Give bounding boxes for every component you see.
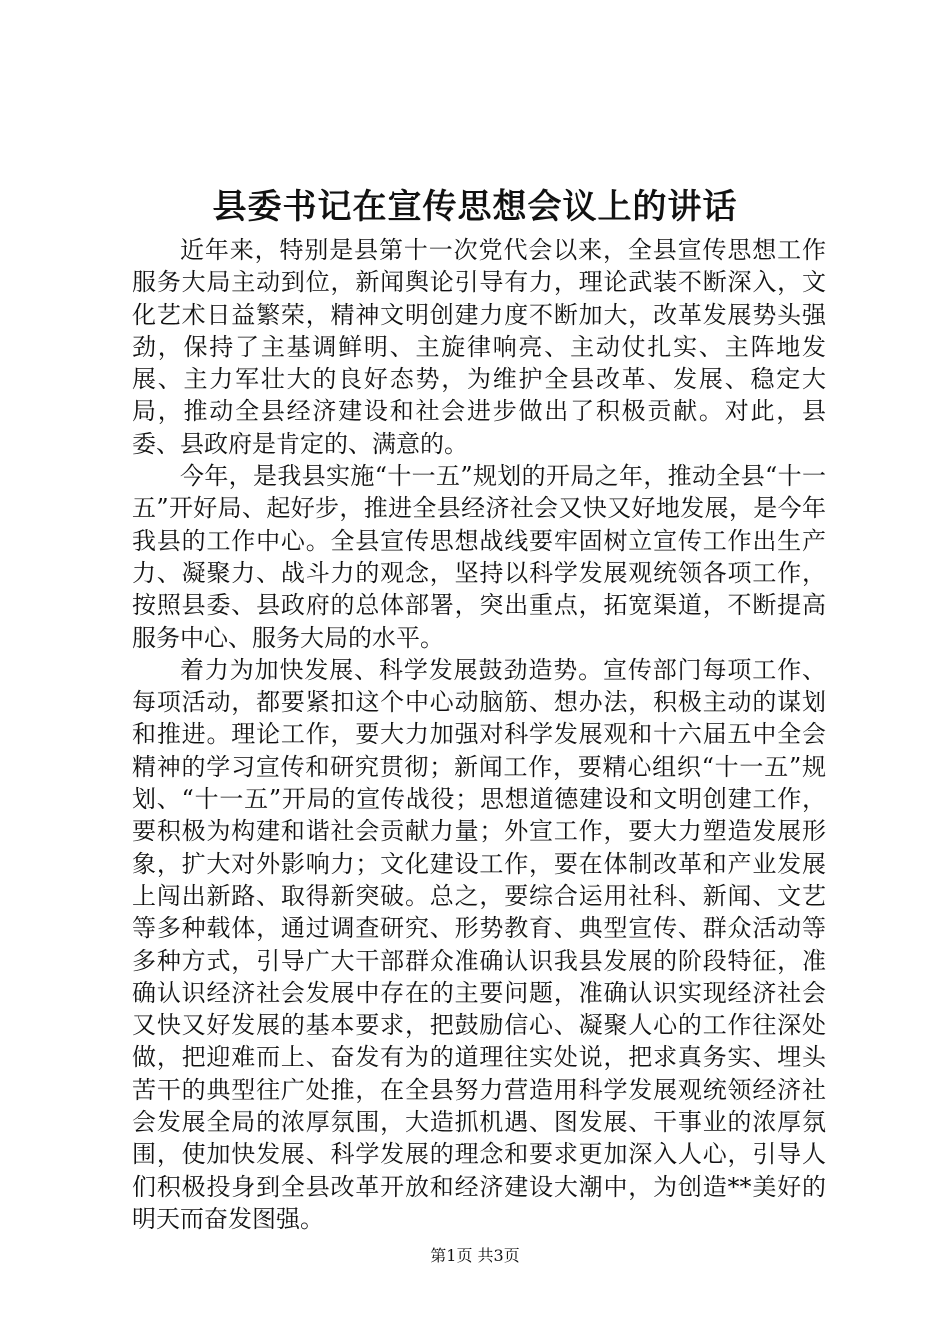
page-number-label: 第1页 共3页 [430, 1246, 520, 1265]
paragraph: 近年来，特别是县第十一次党代会以来，全县宣传思想工作服务大局主动到位，新闻舆论引导有力，理论武装不断深入，文化艺术日益繁荣，精神文明创建力度不断加大，改革发展势头强劲，保持了主基调鲜明、主旋律响亮、主动仗扎实、主阵地发展、主力军壮大的良好态势，为维护全县改革、发展、稳定大局，推动全县经济建设和社会进步做出了积极贡献。对此，县委、县政府是肯定的、满意的。 [132, 236, 826, 458]
paragraph: 今年，是我县实施“十一五”规划的开局之年，推动全县“十一五”开好局、起好步，推进全县经济社会又快又好地发展，是今年我县的工作中心。全县宣传思想战线要牢固树立宣传工作出生产力、凝聚力、战斗力的观念，坚持以科学发展观统领各项工作，按照县委、县政府的总体部署，突出重点，拓宽渠道，不断提高服务中心、服务大局的水平。 [132, 462, 826, 652]
page-footer [0, 1244, 950, 1268]
document-title: 县委书记在宣传思想会议上的讲话 [212, 187, 738, 227]
paragraph: 着力为加快发展、科学发展鼓劲造势。宣传部门每项工作、每项活动，都要紧扣这个中心动脑筋、想办法，积极主动的谋划和推进。理论工作，要大力加强对科学发展观和十六届五中全会精神的学习宣传和研究贯彻；新闻工作，要精心组织“十一五”规划、“十一五”开局的宣传战役；思想道德建设和文明创建工作，要积极为构建和谐社会贡献力量；外宣工作，要大力塑造发展形象，扩大对外影响力；文化建设工作，要在体制改革和产业发展上闯出新路、取得新突破。总之，要综合运用社科、新闻、文艺等多种载体，通过调查研究、形势教育、典型宣传、群众活动等多种方式，引导广大干部群众准确认识我县发展的阶段特征，准确认识经济社会发展中存在的主要问题，准确认识实现经济社会又快又好发展的基本要求，把鼓励信心、凝聚人心的工作往深处做，把迎难而上、奋发有为的道理往实处说，把求真务实、埋头苦干的典型往广处推，在全县努力营造用科学发展观统领经济社会发展全局的浓厚氛围，大造抓机遇、图发展、干事业的浓厚氛围，使加快发展、科学发展的理念和要求更加深入人心，引导人们积极投身到全县改革开放和经济建设大潮中，为创造**美好的明天而奋发图强。 [132, 655, 826, 1233]
document-body [132, 234, 826, 1235]
